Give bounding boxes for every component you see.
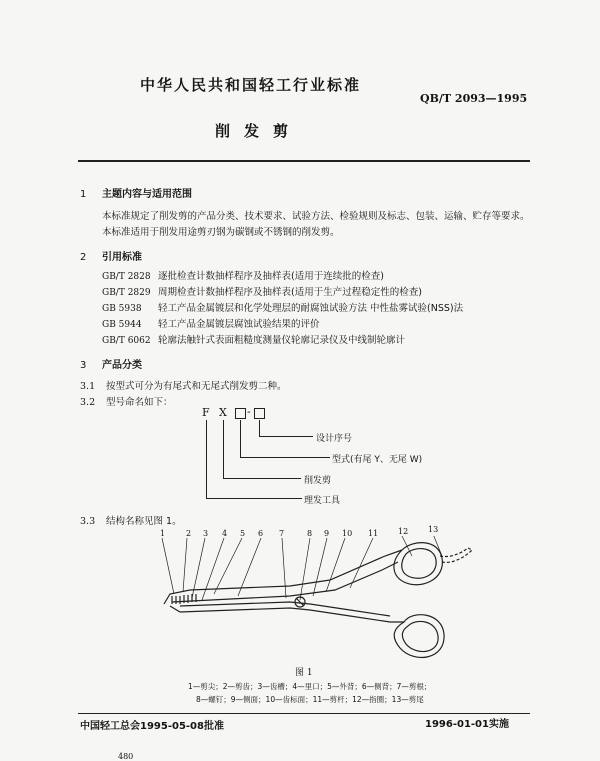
callout-number: 4 (222, 529, 228, 538)
leader-line (206, 420, 207, 499)
figure-caption: 图 1 (295, 668, 313, 678)
label-scissors: 削发剪 (304, 476, 332, 486)
section-2-number: 2 (80, 252, 87, 263)
callout-number: 12 (398, 527, 409, 536)
model-letter-f: F (202, 406, 210, 419)
callout-number: 7 (279, 529, 285, 538)
clause-3-1-number: 3.1 (80, 381, 96, 392)
model-type-box (235, 408, 246, 419)
clause-3-2 (80, 394, 173, 408)
figure-legend-line-2: 8—螺钉；9—侧面；10—齿标面；11—剪杆；12—指圈；13—剪尾 (196, 695, 424, 704)
model-letter-x: X (219, 406, 227, 419)
reference-title: 轻工产品金属镀层腐蚀试验结果的评价 (158, 319, 320, 330)
comb-teeth (172, 594, 196, 604)
page-number: 480 (118, 752, 134, 761)
reference-title: 轮廓法触针式表面粗糙度测量仪轮廓记录仪及中线制轮廓计 (158, 335, 406, 346)
callout-number: 13 (428, 525, 439, 534)
leader-line (259, 420, 260, 437)
section-3-heading (80, 356, 142, 371)
section-1-paragraph-1: 本标准规定了削发剪的产品分类、技术要求、试验方法、检验规则及标志、包装、运输、贮存等要求。 (102, 211, 530, 222)
callout-number: 1 (160, 529, 166, 538)
reference-code: GB/T 2829 (102, 288, 151, 298)
section-3-number: 3 (80, 360, 87, 371)
title-divider (78, 160, 530, 162)
leader-line (223, 478, 301, 479)
reference-code: GB/T 2828 (102, 272, 151, 282)
standard-number: QB/T 2093—1995 (420, 92, 528, 105)
clause-3-1 (80, 378, 287, 392)
callout-leaders (162, 536, 442, 600)
approval-note: 中国轻工总会1995-05-08批准 (80, 721, 224, 732)
footer-divider (78, 713, 530, 714)
leader-line (223, 420, 224, 479)
scissors-drawing (150, 536, 480, 666)
callout-number: 8 (307, 529, 313, 538)
clause-3-2-text: 型号命名如下： (106, 397, 173, 408)
callout-number: 11 (368, 529, 379, 538)
section-2-heading (80, 248, 142, 263)
reference-code: GB/T 6062 (102, 336, 151, 346)
callout-number: 10 (342, 529, 353, 538)
section-1-number: 1 (80, 189, 87, 200)
reference-item (102, 284, 422, 298)
callout-number: 5 (240, 529, 246, 538)
reference-item (102, 300, 463, 314)
model-dash: - (247, 405, 251, 418)
section-2-title: 引用标准 (102, 252, 142, 263)
leader-line (240, 457, 330, 458)
leader-line (240, 420, 241, 458)
reference-title: 逐批检查计数抽样程序及抽样表(适用于连续批的检查) (158, 271, 384, 282)
section-1-paragraph-2: 本标准适用于削发用途剪刃钢为碳钢或不锈钢的削发剪。 (102, 227, 340, 238)
section-3-title: 产品分类 (102, 360, 142, 371)
callout-number: 2 (186, 529, 192, 538)
reference-code: GB 5938 (102, 304, 142, 314)
label-design-serial: 设计序号 (316, 434, 353, 444)
section-1-title: 主题内容与适用范围 (102, 189, 192, 200)
reference-code: GB 5944 (102, 320, 142, 330)
label-type: 型式(有尾 Y、无尾 W) (332, 455, 423, 465)
industry-title: 中华人民共和国轻工行业标准 (140, 76, 362, 94)
model-serial-box (254, 408, 265, 419)
leader-line (206, 498, 302, 499)
reference-item (102, 332, 405, 346)
document-title: 削发剪 (215, 122, 303, 140)
callout-number: 6 (258, 529, 264, 538)
clause-3-3-text: 结构名称见图 1。 (106, 516, 182, 527)
callout-number: 3 (203, 529, 209, 538)
reference-item (102, 316, 320, 330)
clause-3-3 (80, 513, 182, 527)
callout-number: 9 (324, 529, 330, 538)
clause-3-3-number: 3.3 (80, 516, 96, 527)
implementation-date: 1996-01-01实施 (425, 719, 509, 730)
reference-title: 周期检查计数抽样程序及抽样表(适用于生产过程稳定性的检查) (158, 287, 422, 298)
lower-blade (170, 606, 404, 622)
reference-item (102, 268, 384, 282)
reference-title: 轻工产品金属镀层和化学处理层的耐腐蚀试验方法 中性盐雾试验(NSS)法 (158, 303, 464, 314)
clause-3-1-text: 按型式可分为有尾式和无尾式削发剪二种。 (106, 381, 287, 392)
finger-rest-tail (440, 548, 472, 562)
label-tool: 理发工具 (304, 496, 341, 506)
clause-3-2-number: 3.2 (80, 397, 96, 408)
figure-legend-line-1: 1—剪尖；2—剪齿；3—齿槽；4—里口；5—外背；6—侧背；7—剪根； (188, 682, 432, 691)
section-1-heading (80, 185, 192, 200)
leader-line (259, 436, 313, 437)
